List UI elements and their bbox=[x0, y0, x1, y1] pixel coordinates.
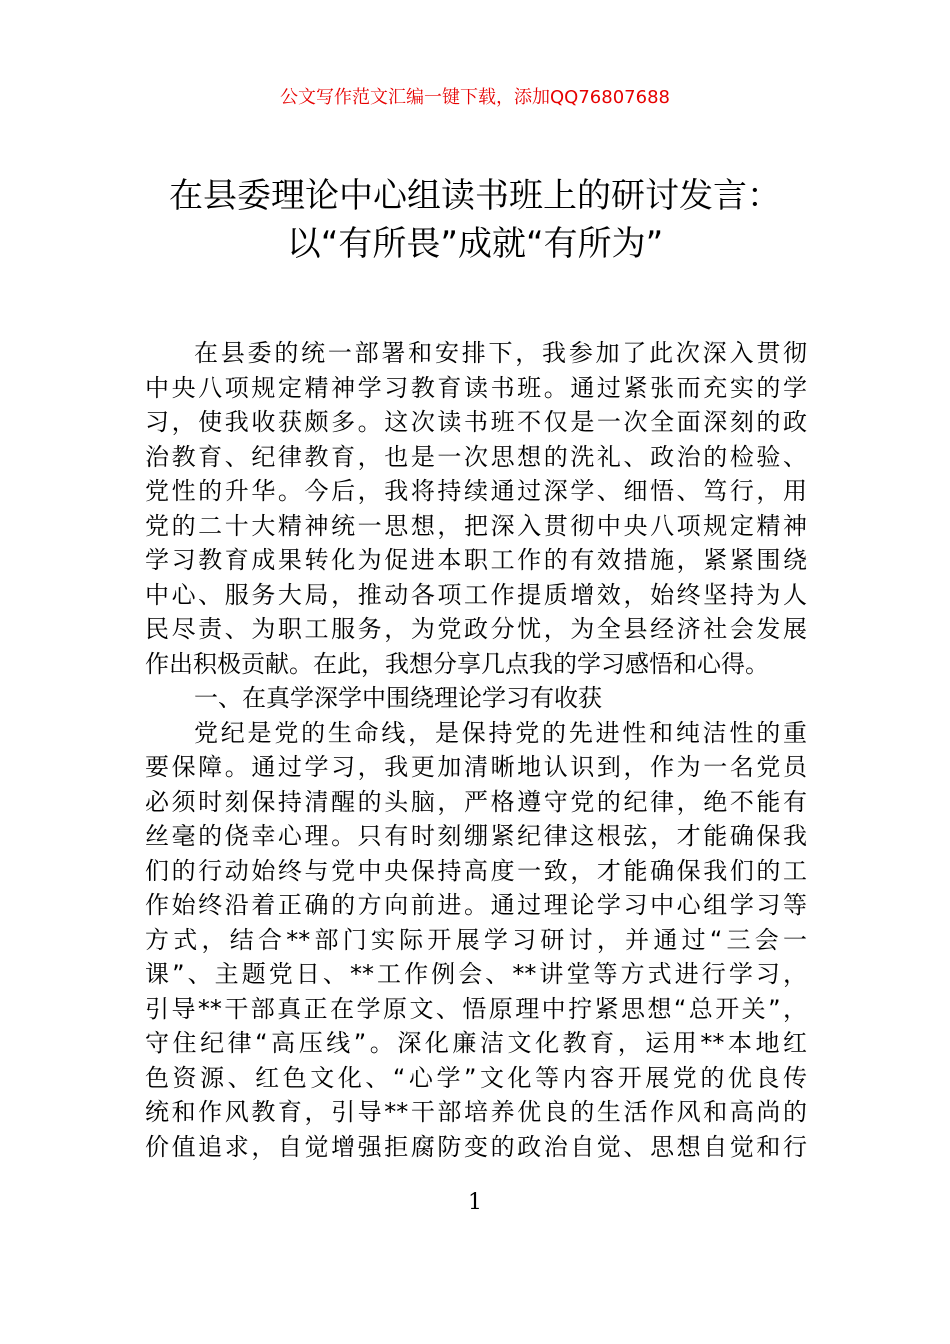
body-line: 作始终沿着正确的方向前进。通过理论学习中心组学习等 bbox=[145, 891, 807, 919]
body-line: 中心、服务大局，推动各项工作提质增效，始终坚持为人 bbox=[145, 581, 807, 609]
body-line: 习，使我收获颇多。这次读书班不仅是一次全面深刻的政 bbox=[145, 408, 807, 436]
page-number: 1 bbox=[468, 1190, 482, 1215]
body-line: 作出积极贡献。在此，我想分享几点我的学习感悟和心得。 bbox=[145, 650, 769, 678]
body-line: 们的行动始终与党中央保持高度一致，才能确保我们的工 bbox=[145, 857, 807, 885]
body-line: 价值追求，自觉增强拒腐防变的政治自觉、思想自觉和行 bbox=[145, 1133, 807, 1161]
body-line: 引导**干部真正在学原文、悟原理中拧紧思想“总开关”， bbox=[145, 995, 807, 1023]
body-line: 中央八项规定精神学习教育读书班。通过紧张而充实的学 bbox=[145, 374, 807, 402]
body-line: 民尽责、为职工服务，为党政分忧，为全县经济社会发展 bbox=[145, 615, 807, 643]
body-line: 要保障。通过学习，我更加清晰地认识到，作为一名党员 bbox=[145, 753, 807, 781]
body-line: 治教育、纪律教育，也是一次思想的洗礼、政治的检验、 bbox=[145, 443, 807, 471]
body-line: 必须时刻保持清醒的头脑，严格遵守党的纪律，绝不能有 bbox=[145, 788, 807, 816]
body-line: 党的二十大精神统一思想，把深入贯彻中央八项规定精神 bbox=[145, 512, 807, 540]
section-heading: 一、在真学深学中围绕理论学习有收获 bbox=[194, 684, 602, 712]
body-line: 守住纪律“高压线”。深化廉洁文化教育，运用**本地红 bbox=[145, 1029, 807, 1057]
download-banner: 公文写作范文汇编一键下载，添加QQ76807688 bbox=[280, 87, 670, 108]
body-line: 课”、主题党日、**工作例会、**讲堂等方式进行学习， bbox=[145, 960, 807, 988]
title-line-1: 在县委理论中心组读书班上的研讨发言： bbox=[169, 176, 781, 216]
body-line: 统和作风教育，引导**干部培养优良的生活作风和高尚的 bbox=[145, 1098, 807, 1126]
body-line: 色资源、红色文化、“心学”文化等内容开展党的优良传 bbox=[145, 1064, 807, 1092]
body-line: 方式，结合**部门实际开展学习研讨，并通过“三会一 bbox=[145, 926, 807, 954]
body-line: 在县委的统一部署和安排下，我参加了此次深入贯彻 bbox=[194, 339, 807, 367]
body-line: 丝毫的侥幸心理。只有时刻绷紧纪律这根弦，才能确保我 bbox=[145, 822, 807, 850]
body-line: 党性的升华。今后，我将持续通过深学、细悟、笃行，用 bbox=[145, 477, 807, 505]
title-line-2: 以“有所畏”成就“有所为” bbox=[286, 224, 664, 264]
body-line: 党纪是党的生命线，是保持党的先进性和纯洁性的重 bbox=[194, 719, 807, 747]
body-line: 学习教育成果转化为促进本职工作的有效措施，紧紧围绕 bbox=[145, 546, 807, 574]
